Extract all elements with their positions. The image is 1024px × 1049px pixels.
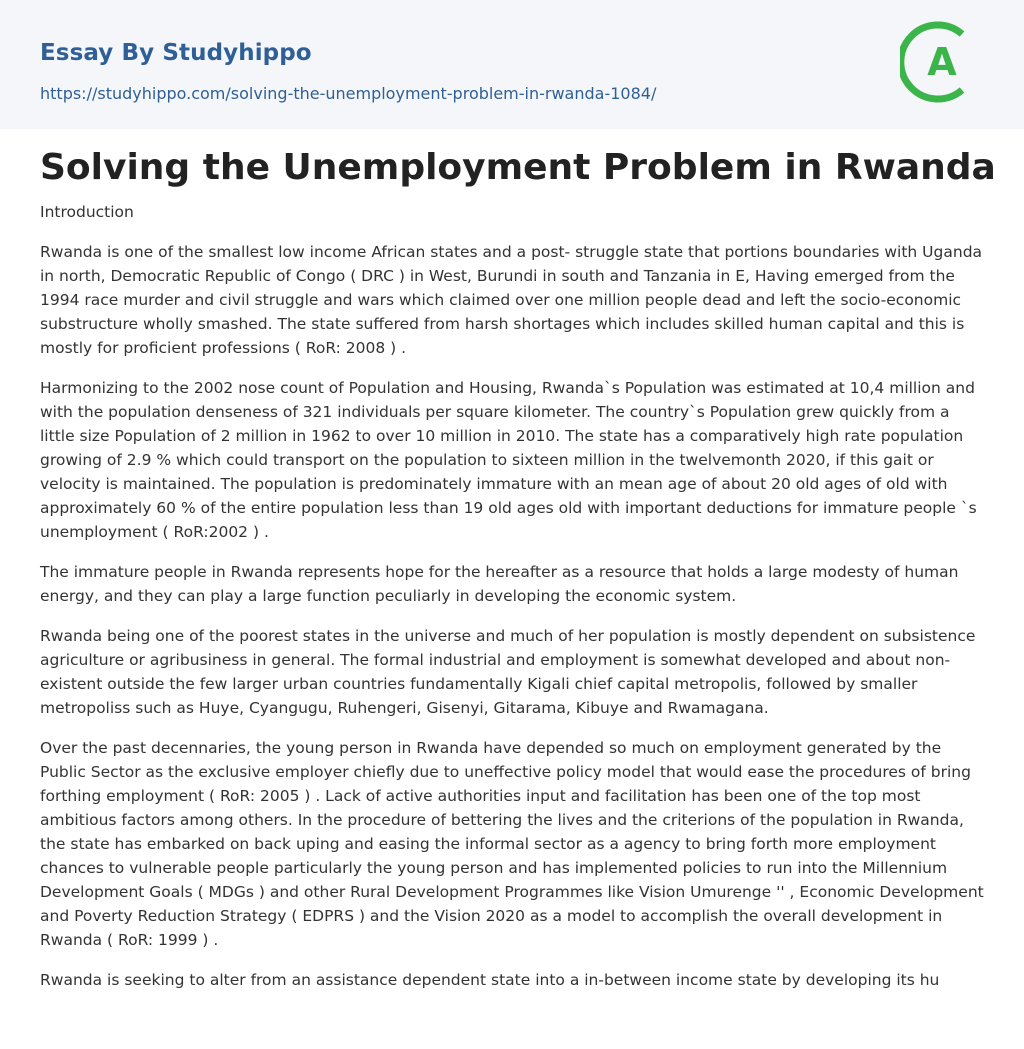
- paragraph: The immature people in Rwanda represents hope for the hereafter as a resource that holds a large modesty of human energy, and they can play a large function peculiarly in developing the economic system.: [40, 563, 959, 605]
- article-title: Solving the Unemployment Problem in Rwanda: [40, 147, 996, 188]
- paragraph: Rwanda being one of the poorest states in the universe and much of her population is mostly dependent on subsistence agriculture or agribusiness in general. The formal industrial and employment is somewhat developed and about non-existent outside the few larger urban countries fundamentally Kigali chief capital metropolis, followed by smaller metropoliss such as Huye, Cyangugu, Ruhengeri, Gisenyi, Gitarama, Kibuye and Rwamagana.: [40, 627, 976, 717]
- paragraph-truncated: Rwanda is seeking to alter from an assistance dependent state into a in-between income state by developing its hu: [40, 971, 940, 989]
- section-heading-introduction: Introduction: [40, 203, 134, 221]
- paragraph: Over the past decennaries, the young person in Rwanda have depended so much on employment generated by the Public Sector as the exclusive employer chiefly due to uneffective policy model that would ease the procedures of bring forthing employment ( RoR: 2005 ) . Lack of active authorities input and facilitation has been one of the top most ambitious factors among others. In the procedure of bettering the lives and the criterions of the population in Rwanda, the state has embarked on back uping and easing the informal sector as a agency to bring forth more employment chances to vulnerable people particularly the young person and has implemented policies to run into the Millennium Development Goals ( MDGs ) and other Rural Development Programmes like Vision Umurenge '' , Economic Development and Poverty Reduction Strategy ( EDPRS ) and the Vision 2020 as a model to accomplish the overall development in Rwanda ( RoR: 1999 ) .: [40, 739, 984, 949]
- paragraph: Rwanda is one of the smallest low income African states and a post- struggle state that portions boundaries with Uganda in north, Democratic Republic of Congo ( DRC ) in West, Burundi in south and Tanzania in E, Having emerged from the 1994 race murder and civil struggle and wars which claimed over one million people dead and left the socio-economic substructure wholly smashed. The state suffered from harsh shortages which includes skilled human capital and this is mostly for proficient professions ( RoR: 2008 ) .: [40, 243, 983, 357]
- article-body: [40, 200, 984, 1008]
- paragraph: Harmonizing to the 2002 nose count of Population and Housing, Rwanda`s Population was estimated at 10,4 million and with the population denseness of 321 individuals per square kilometer. The country`s Population grew quickly from a little size Population of 2 million in 1962 to over 10 million in 2010. The state has a comparatively high rate population growing of 2.9 % which could transport on the population to sixteen million in the twelvemonth 2020, if this gait or velocity is maintained. The population is predominately immature with an mean age of about 20 old ages of old with approximately 60 % of the entire population less than 19 old ages old with important deductions for immature people `s unemployment ( RoR:2002 ) .: [40, 379, 977, 541]
- source-url-link[interactable]: https://studyhippo.com/solving-the-unemployment-problem-in-rwanda-1084/: [40, 84, 657, 103]
- brand-title[interactable]: Essay By Studyhippo: [40, 40, 312, 66]
- logo-letter: A: [927, 40, 957, 84]
